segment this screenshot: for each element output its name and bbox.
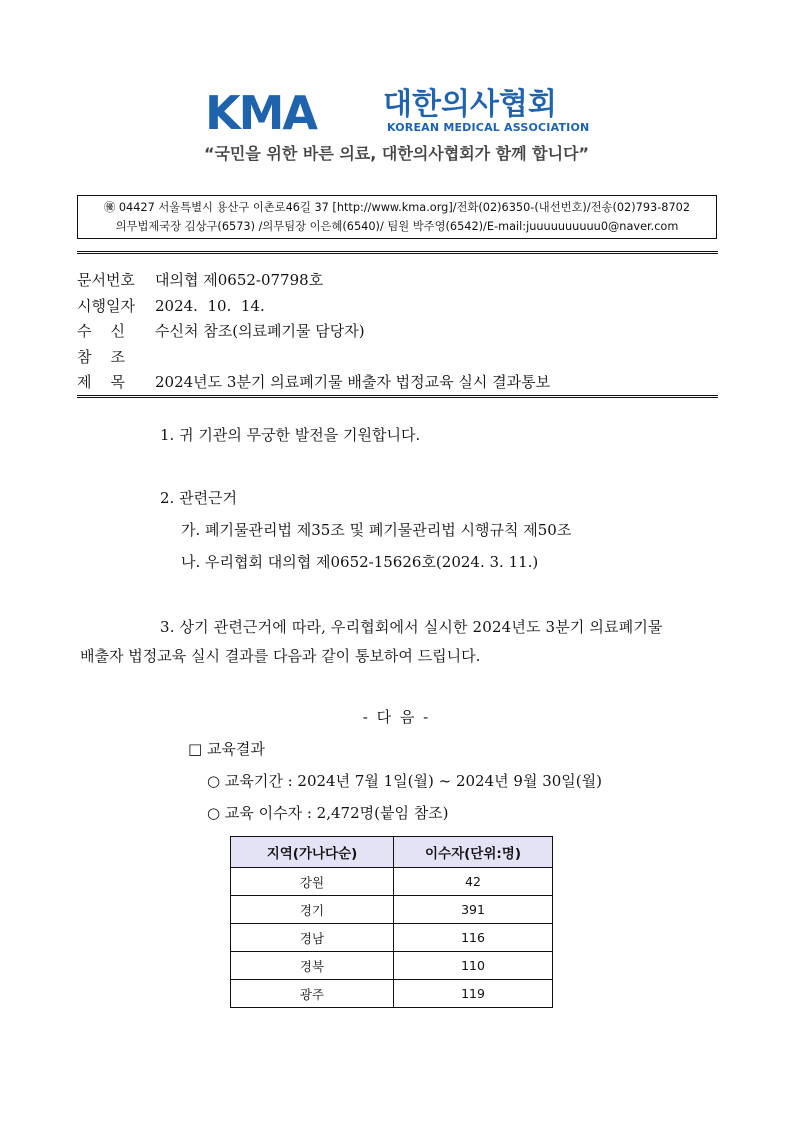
reference-row [77,345,718,371]
reference-label: 참 조 [77,347,126,366]
table-row [231,980,553,1008]
education-trainees: ○ 교육 이수자 : 2,472명(붙임 참조) [207,804,449,822]
cell-region: 경기 [231,896,394,924]
paragraph-3-line-2: 배출자 법정교육 실시 결과를 다음과 같이 통보하여 드립니다. [80,647,481,665]
cell-region: 강원 [231,868,394,896]
doc-number-value: 대의협 제0652-07798호 [155,271,324,289]
table-row [231,868,553,896]
date-label: 시행일자 [77,296,135,315]
top-divider [77,251,718,254]
logo-korean-name: 대한의사협회 [383,87,557,122]
paragraph-2-item-a: 가. 폐기물관리법 제35조 및 폐기물관리법 시행규칙 제50조 [181,521,572,539]
cell-region: 경북 [231,952,394,980]
table-row [231,896,553,924]
header-trainees: 이수자(단위:명) [394,837,553,868]
paragraph-2-item-b: 나. 우리협회 대의협 제0652-15626호(2024. 3. 11.) [181,553,539,571]
cell-count: 119 [394,980,553,1008]
recipient-row [77,319,718,345]
paragraph-3-line-1: 3. 상기 관련근거에 따라, 우리협회에서 실시한 2024년도 3분기 의료폐기물 [160,618,663,636]
cell-count: 391 [394,896,553,924]
header-region: 지역(가나다순) [231,837,394,868]
doc-number-label: 문서번호 [77,271,135,289]
table-row [231,952,553,980]
subject-label: 제 목 [77,373,126,391]
table-header-row [231,837,553,868]
paragraph-1: 1. 귀 기관의 무궁한 발전을 기원합니다. [160,426,421,444]
document-meta [77,268,718,396]
kma-logo [205,88,605,138]
results-table [230,836,553,1008]
date-row [77,294,718,320]
address-box [77,195,717,239]
logo-letters: KMA [205,86,317,140]
recipient-label: 수 신 [77,322,126,340]
subject-row [77,370,718,396]
address-line-1: ㊝ 04427 서울특별시 용산구 이촌로46길 37 [http://www.kma.org]/전화(02)6350-(내선번호)/전송(02)793-8702 [103,201,691,214]
cell-region: 광주 [231,980,394,1008]
slogan: “국민을 위한 바른 의료, 대한의사협회가 함께 합니다” [203,144,590,163]
cell-count: 110 [394,952,553,980]
recipient-value: 수신처 참조(의료폐기물 담당자) [155,322,365,340]
results-table-wrapper [230,836,553,1008]
table-row [231,924,553,952]
cell-region: 경남 [231,924,394,952]
address-line-2: 의무법제국장 김상구(6573) /의무팀장 이은혜(6540)/ 팀원 박주영(6542)/E-mail:juuuuuuuuuu0@naver.com [115,220,679,233]
education-period: ○ 교육기간 : 2024년 7월 1일(월) ~ 2024년 9월 30일(월) [207,772,602,790]
doc-number-row [77,268,718,294]
subject-value: 2024년도 3분기 의료폐기물 배출자 법정교육 실시 결과통보 [155,373,551,391]
cell-count: 42 [394,868,553,896]
cell-count: 116 [394,924,553,952]
paragraph-2-heading: 2. 관련근거 [160,489,238,507]
logo-english-name: KOREAN MEDICAL ASSOCIATION [387,121,590,134]
meta-divider [77,395,718,398]
following-heading: - 다 음 - [362,708,431,726]
section-title: □ 교육결과 [188,740,265,758]
date-value: 2024. 10. 14. [155,296,265,315]
